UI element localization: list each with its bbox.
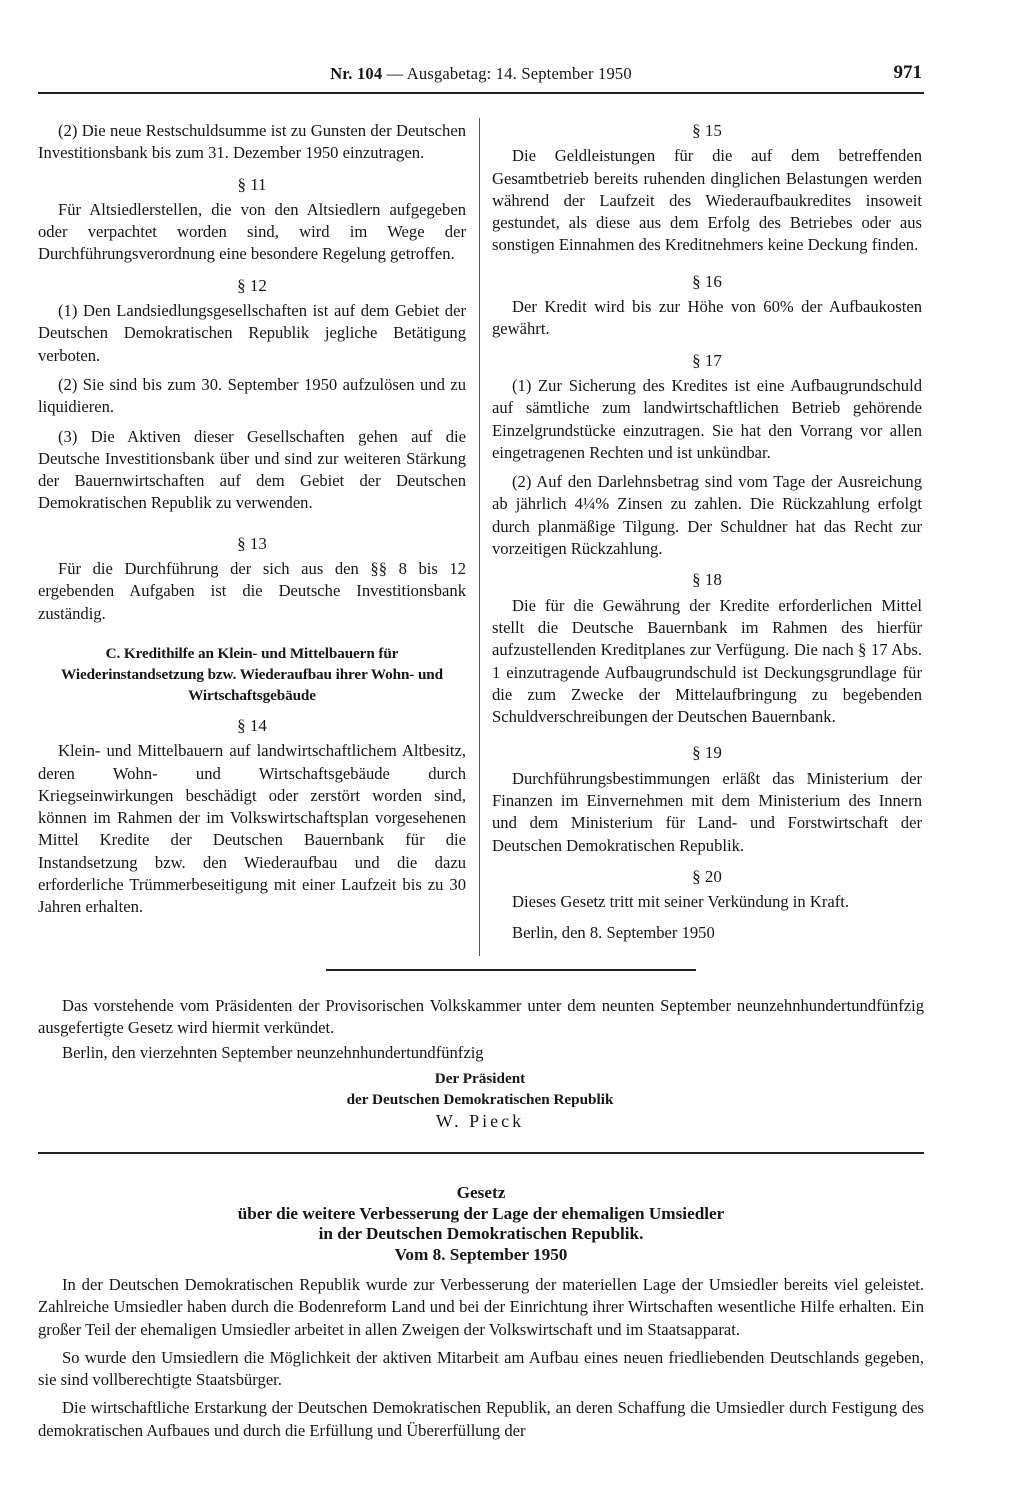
law-title-line-1: Gesetz bbox=[456, 1183, 506, 1202]
law-title-block bbox=[38, 1183, 924, 1265]
issue-number: Nr. 104 bbox=[330, 64, 383, 83]
proclamation bbox=[38, 995, 924, 1064]
proclamation-text: Das vorstehende vom Präsidenten der Provisorischen Volkskammer unter dem neunten September neunzehnhundertundfünfzig ausgefertigte Gesetz wird hiermit verkündet. bbox=[38, 996, 924, 1038]
part-c-subheading: C. Kredithilfe an Klein- und Mittelbauern für Wiederinstandsetzung bzw. Wiederaufbau ihrer Wohn- und Wirtschaftsgebäude bbox=[61, 644, 443, 704]
section-14-heading: § 14 bbox=[237, 715, 267, 735]
section-10-paragraph-2: (2) Die neue Restschuldsumme ist zu Gunsten der Deutschen Investitionsbank bis zum 31. Dezember 1950 einzutragen. bbox=[38, 121, 466, 163]
section-20-heading: § 20 bbox=[692, 866, 722, 886]
section-17-heading: § 17 bbox=[692, 350, 722, 370]
header-separator: — bbox=[386, 64, 404, 83]
signer-name: W. Pieck bbox=[435, 1111, 525, 1131]
section-19-text: Durchführungsbestimmungen erläßt das Ministerium der Finanzen im Einvernehmen mit dem Ministerium des Innern und dem Ministerium für Land- und Forstwirtschaft der Deutschen Demokratischen Republik. bbox=[492, 768, 922, 855]
section-12-paragraph-2: (2) Sie sind bis zum 30. September 1950 aufzulösen und zu liquidieren. bbox=[38, 374, 466, 417]
section-18-heading: § 18 bbox=[692, 570, 722, 590]
preamble-paragraph-1: In der Deutschen Demokratischen Republik wurde zur Verbesserung der materiellen Lage der Umsiedler bereits viel geleistet. Zahlreiche Umsiedler haben durch die Bodenreform Land und bei der Einrichtung ihrer Wirtschaften wesentliche Hilfe erhalten. Ein großer Teil der ehemaligen Umsiedler arbeitet in allen Zweigen der Volkswirtschaft und im Staatsapparat. bbox=[38, 1275, 924, 1339]
issue-date: Ausgabetag: 14. September 1950 bbox=[406, 64, 632, 83]
section-19-heading: § 19 bbox=[692, 743, 722, 763]
section-17-paragraph-2: (2) Auf den Darlehnsbetrag sind vom Tage der Ausreichung ab jährlich 4¼% Zinsen zu zahlen. Die Rückzahlung erfolgt durch planmäßige Tilgung. Der Schuldner hat das Recht zur vorzeitigen Rückzahlung. bbox=[492, 472, 922, 559]
section-12-heading: § 12 bbox=[237, 275, 267, 295]
section-12-paragraph-1: (1) Den Landsiedlungsgesellschaften ist auf dem Gebiet der Deutschen Demokratischen Republik jegliche Betätigung verboten. bbox=[38, 301, 466, 365]
section-20-text: Dieses Gesetz tritt mit seiner Verkündung in Kraft. bbox=[512, 892, 850, 912]
preamble-paragraph-3: Die wirtschaftliche Erstarkung der Deutschen Demokratischen Republik, an deren Schaffung die Umsiedler durch Festigung des demokratischen Aufbaues und durch die Erfüllung und Übererfüllung der bbox=[38, 1398, 924, 1440]
section-13-heading: § 13 bbox=[237, 533, 267, 553]
column-divider bbox=[479, 118, 480, 956]
law-title-line-3: in der Deutschen Demokratischen Republik. bbox=[318, 1224, 644, 1243]
section-16-text: Der Kredit wird bis zur Höhe von 60% der Aufbaukosten gewährt. bbox=[492, 297, 922, 339]
section-16-heading: § 16 bbox=[692, 271, 722, 291]
preamble-paragraph-2: So wurde den Umsiedlern die Möglichkeit der aktiven Mitarbeit am Aufbau eines neuen friedliebenden Deutschlands gegeben, sie sind vollberechtigte Staatsbürger. bbox=[38, 1347, 924, 1390]
page-number: 971 bbox=[893, 62, 922, 83]
section-18-text: Die für die Gewährung der Kredite erforderlichen Mittel stellt die Deutsche Bauernbank im Rahmen des hierfür aufzustellenden Kreditplanes zur Verfügung. Die nach § 17 Abs. 1 einzutragende Aufbaugrundschuld ist Deckungsgrundlage für die zum Zwecke der Mittelaufbringung zu begebenden Schuldverschreibungen der Deutschen Bauernbank. bbox=[492, 595, 922, 727]
signer-title: Der Präsident bbox=[434, 1070, 526, 1087]
right-column bbox=[492, 120, 922, 944]
section-15-heading: § 15 bbox=[692, 121, 722, 140]
section-12-paragraph-3: (3) Die Aktiven dieser Gesellschaften gehen auf die Deutsche Investitionsbank über und sind zur weiteren Stärkung der Bauernwirtschaften auf dem Gebiet der Deutschen Demokratischen Republik zu verwenden. bbox=[38, 426, 466, 513]
law-date-line: Vom 8. September 1950 bbox=[394, 1244, 568, 1264]
page-header bbox=[38, 62, 924, 94]
law-title-line-2: über die weitere Verbesserung der Lage der ehemaligen Umsiedler bbox=[237, 1203, 725, 1223]
section-11-heading: § 11 bbox=[237, 174, 267, 194]
section-divider-full bbox=[38, 1152, 924, 1154]
section-15-text: Die Geldleistungen für die auf dem betreffenden Gesamtbetrieb bereits ruhenden dinglichen Belastungen werden während der Laufzeit des Wiederaufbaukredites insoweit gestundet, als diese aus dem Erfolg des Betriebes oder aus sonstigen Einnahmen des Kreditnehmers keine Deckung finden. bbox=[492, 146, 922, 255]
left-column bbox=[38, 120, 466, 919]
signer-organization: der Deutschen Demokratischen Republik bbox=[346, 1091, 614, 1108]
header-issue-line bbox=[38, 64, 924, 84]
law-preamble bbox=[38, 1274, 924, 1448]
law-place-date: Berlin, den 8. September 1950 bbox=[512, 922, 715, 942]
section-17-paragraph-1: (1) Zur Sicherung des Kredites ist eine Aufbaugrundschuld auf sämtliche zum landwirtschaftlichen Betrieb gehörende Einzelgrundstücke einzutragen. Sie hat den Vorrang vor allen eingetragenen Rechten und ist unkündbar. bbox=[492, 375, 922, 462]
section-divider-short bbox=[326, 969, 696, 971]
proclamation-place-date: Berlin, den vierzehnten September neunzehnhundertundfünfzig bbox=[62, 1042, 484, 1062]
section-11-text: Für Altsiedlerstellen, die von den Altsiedlern aufgegeben oder verpachtet worden sind, wird im Wege der Durchführungsverordnung eine besondere Regelung getroffen. bbox=[38, 199, 466, 264]
section-13-text: Für die Durchführung der sich aus den §§ 8 bis 12 ergebenden Aufgaben ist die Deutsche Investitionsbank zuständig. bbox=[38, 559, 466, 623]
section-14-text: Klein- und Mittelbauern auf landwirtschaftlichem Altbesitz, deren Wohn- und Wirtschaftsgebäude durch Kriegseinwirkungen beschädigt oder zerstört worden sind, können im Rahmen der im Volkswirtschaftsplan vorgesehenen Mittel Kredite der Deutschen Bauernbank für die Instandsetzung bzw. den Wiederaufbau und die dazu erforderliche Trümmerbeseitigung mit einer Laufzeit bis zu 30 Jahren erhalten. bbox=[38, 741, 466, 917]
